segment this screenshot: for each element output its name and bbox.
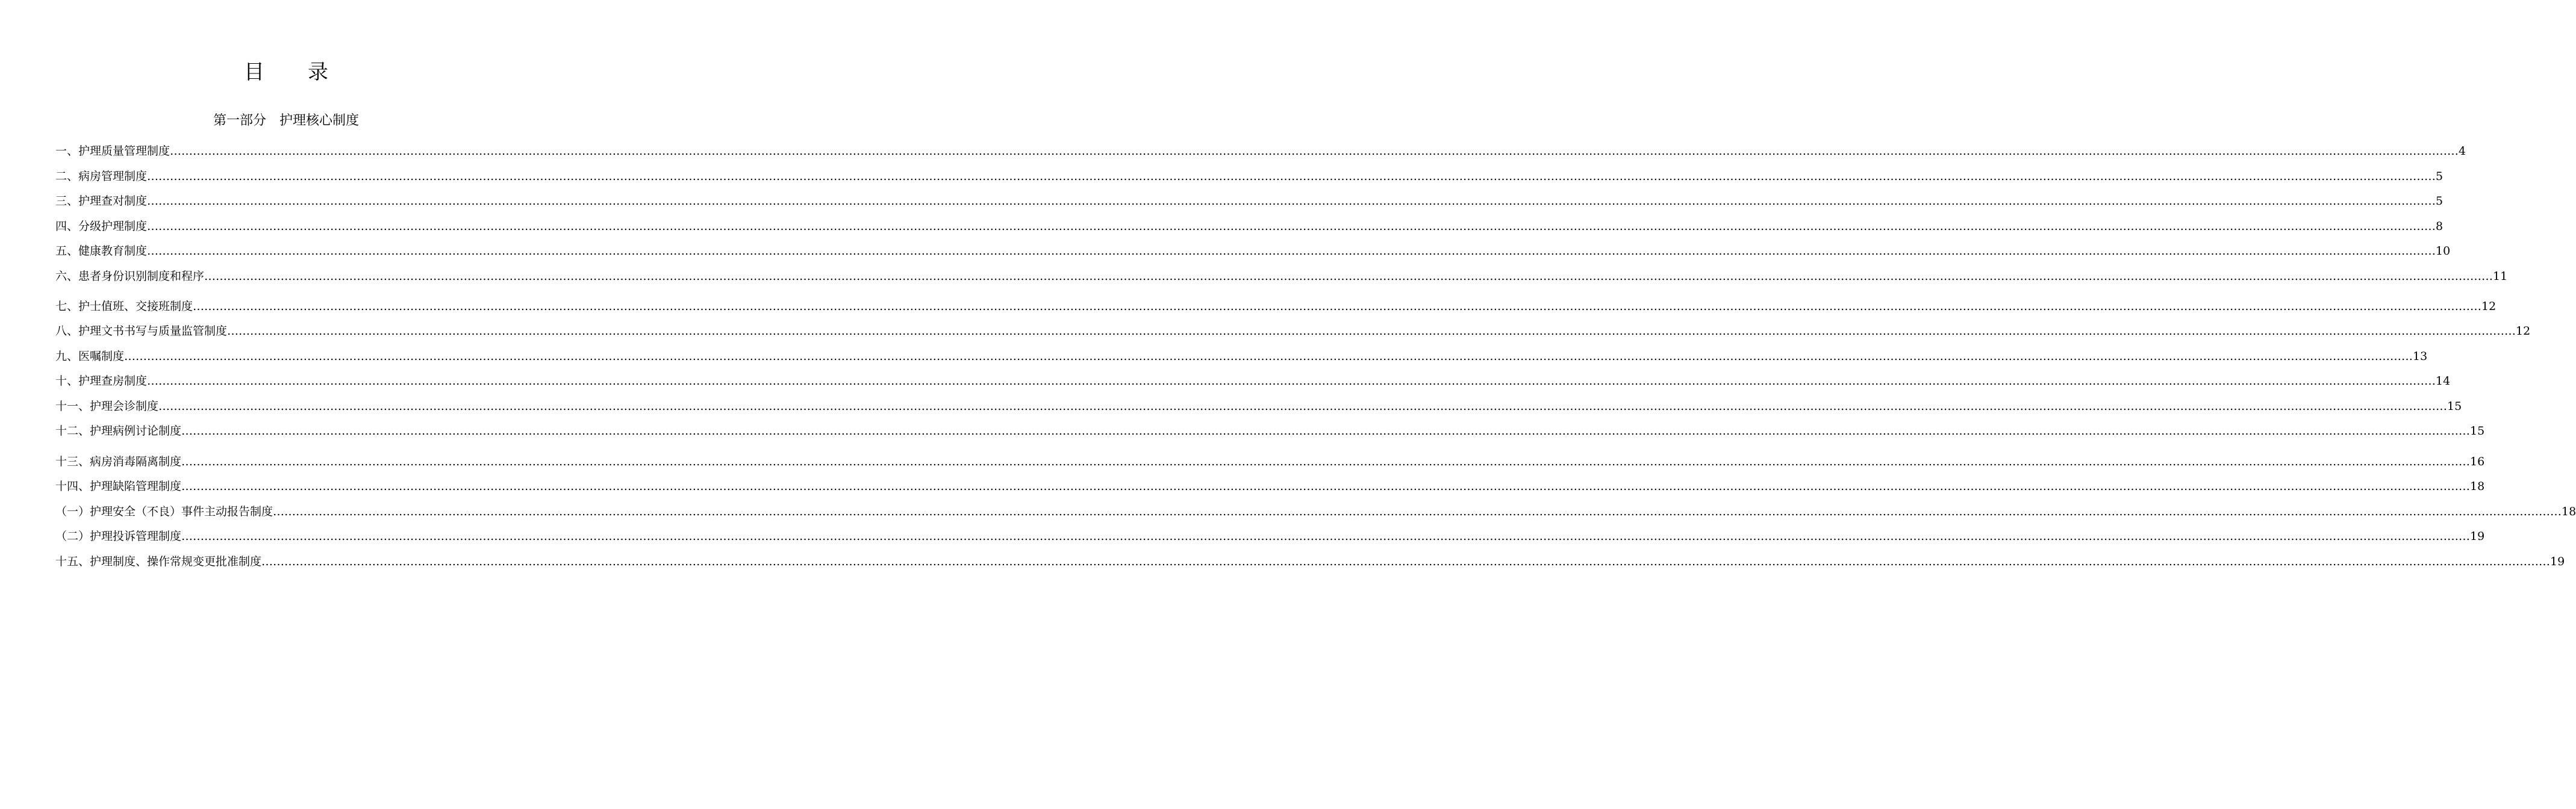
toc-leader-dots: …………………………………………………………………………………………………………………………………………………………………………………………………………………………………………………………………………………………………………………………………………………………………………………………………………………………………………………………………………………………………………………………………………………… (124, 350, 2413, 363)
toc-leader-dots: …………………………………………………………………………………………………………………………………………………………………………………………………………………………………………………………………………………………………………………………………………………………………………………………………………………………………………………………………………………………………………………………………………………… (147, 170, 2436, 183)
toc-entry[interactable] (55, 242, 2451, 260)
toc-entry[interactable] (55, 297, 2496, 315)
toc-entry-page-number: 11 (2493, 270, 2508, 283)
toc-entry[interactable] (55, 192, 2443, 210)
toc-entry[interactable] (55, 142, 2466, 160)
title-char-2: 录 (308, 60, 328, 84)
toc-entry-label: 十五、护理制度、操作常规变更批准制度 (55, 555, 262, 568)
toc-entry-label: （一）护理安全（不良）事件主动报告制度 (55, 505, 273, 518)
toc-entry-label: 十一、护理会诊制度 (55, 400, 159, 413)
toc-entry[interactable] (55, 477, 2485, 495)
toc-entry-label: 七、护士值班、交接班制度 (55, 300, 193, 313)
toc-entry-label: （二）护理投诉管理制度 (55, 530, 182, 543)
toc-entry[interactable] (55, 453, 2485, 471)
toc-entry[interactable] (55, 422, 2485, 440)
toc-entry-label: 十四、护理缺陷管理制度 (55, 480, 182, 493)
toc-leader-dots: …………………………………………………………………………………………………………………………………………………………………………………………………………………………………………………………………………………………………………………………………………………………………………………………………………………………………………………………………………………………………………………………………………………… (227, 324, 2516, 338)
toc-entry-page-number: 15 (2447, 400, 2462, 413)
toc-leader-dots: …………………………………………………………………………………………………………………………………………………………………………………………………………………………………………………………………………………………………………………………………………………………………………………………………………………………………………………………………………………………………………………………………………………… (181, 480, 2471, 493)
toc-entry-label: 二、病房管理制度 (55, 170, 148, 183)
toc-entry-label: 四、分级护理制度 (55, 220, 148, 233)
toc-entry[interactable] (55, 322, 2531, 340)
toc-entry-page-number: 5 (2436, 170, 2443, 183)
toc-entry-page-number: 12 (2516, 324, 2531, 338)
toc-entry[interactable] (55, 217, 2443, 235)
toc-leader-dots: …………………………………………………………………………………………………………………………………………………………………………………………………………………………………………………………………………………………………………………………………………………………………………………………………………………………………………………………………………………………………………………………………………………… (193, 300, 2482, 313)
toc-entry-page-number: 15 (2470, 424, 2485, 438)
page-title (0, 59, 572, 85)
toc-entry-label: 八、护理文书书写与质量监管制度 (55, 324, 228, 338)
toc-leader-dots: …………………………………………………………………………………………………………………………………………………………………………………………………………………………………………………………………………………………………………………………………………………………………………………………………………………………………………………………………………………………………………………………………………………… (147, 374, 2436, 388)
toc-leader-dots: …………………………………………………………………………………………………………………………………………………………………………………………………………………………………………………………………………………………………………………………………………………………………………………………………………………………………………………………………………………………………………………………………………………… (181, 455, 2471, 468)
toc-entry-page-number: 19 (2470, 530, 2485, 543)
toc-entry-page-number: 16 (2470, 455, 2485, 468)
toc-entry-label: 六、患者身份识别制度和程序 (55, 270, 205, 283)
toc-leader-dots: …………………………………………………………………………………………………………………………………………………………………………………………………………………………………………………………………………………………………………………………………………………………………………………………………………………………………………………………………………………………………………………………………………………… (158, 400, 2448, 413)
toc-leader-dots: …………………………………………………………………………………………………………………………………………………………………………………………………………………………………………………………………………………………………………………………………………………………………………………………………………………………………………………………………………………………………………………………………………………… (273, 505, 2562, 518)
toc-entry-page-number: 10 (2436, 244, 2451, 258)
title-char-1: 目 (244, 60, 264, 84)
toc-entry[interactable] (55, 347, 2428, 365)
toc-leader-dots: …………………………………………………………………………………………………………………………………………………………………………………………………………………………………………………………………………………………………………………………………………………………………………………………………………………………………………………………………………………………………………………………………………………… (181, 424, 2471, 438)
toc-entry-label: 一、护理质量管理制度 (55, 144, 170, 158)
toc-entry-label: 五、健康教育制度 (55, 244, 148, 258)
toc-entry[interactable] (55, 167, 2443, 185)
toc-leader-dots: …………………………………………………………………………………………………………………………………………………………………………………………………………………………………………………………………………………………………………………………………………………………………………………………………………………………………………………………………………………………………………………………………………………… (181, 530, 2471, 543)
toc-entry-page-number: 5 (2436, 194, 2443, 208)
toc-leader-dots: …………………………………………………………………………………………………………………………………………………………………………………………………………………………………………………………………………………………………………………………………………………………………………………………………………………………………………………………………………………………………………………………………………………… (204, 270, 2493, 283)
toc-leader-dots: …………………………………………………………………………………………………………………………………………………………………………………………………………………………………………………………………………………………………………………………………………………………………………………………………………………………………………………………………………………………………………………………………………………… (261, 555, 2551, 568)
toc-entry[interactable] (55, 372, 2451, 390)
toc-entry-page-number: 13 (2413, 350, 2428, 363)
toc-entry-page-number: 12 (2481, 300, 2496, 313)
toc-entry[interactable] (55, 503, 2576, 521)
part-title: 第一部分 护理核心制度 (213, 113, 359, 128)
toc-entry-page-number: 8 (2436, 220, 2443, 233)
toc-entry[interactable] (55, 397, 2462, 415)
toc-leader-dots: …………………………………………………………………………………………………………………………………………………………………………………………………………………………………………………………………………………………………………………………………………………………………………………………………………………………………………………………………………………………………………………………………………………… (147, 220, 2436, 233)
toc-entry-page-number: 14 (2436, 374, 2451, 388)
toc-entry-label: 十、护理查房制度 (55, 374, 148, 388)
toc-entry-page-number: 18 (2470, 480, 2485, 493)
toc-entry-label: 十三、病房消毒隔离制度 (55, 455, 182, 468)
toc-entry-label: 十二、护理病例讨论制度 (55, 424, 182, 438)
toc-entry-label: 九、医嘱制度 (55, 350, 125, 363)
toc-entry-label: 三、护理查对制度 (55, 194, 148, 208)
toc-entry[interactable] (55, 553, 2565, 571)
toc-leader-dots: …………………………………………………………………………………………………………………………………………………………………………………………………………………………………………………………………………………………………………………………………………………………………………………………………………………………………………………………………………………………………………………………………………………… (170, 144, 2459, 158)
toc-entry[interactable] (55, 527, 2485, 545)
toc-entry-page-number: 18 (2562, 505, 2576, 518)
toc-leader-dots: …………………………………………………………………………………………………………………………………………………………………………………………………………………………………………………………………………………………………………………………………………………………………………………………………………………………………………………………………………………………………………………………………………………… (147, 244, 2436, 258)
toc-leader-dots: …………………………………………………………………………………………………………………………………………………………………………………………………………………………………………………………………………………………………………………………………………………………………………………………………………………………………………………………………………………………………………………………………………………… (147, 194, 2436, 208)
toc-entry-page-number: 4 (2459, 144, 2466, 158)
toc-entry[interactable] (55, 267, 2508, 285)
toc-entry-page-number: 19 (2550, 555, 2565, 568)
